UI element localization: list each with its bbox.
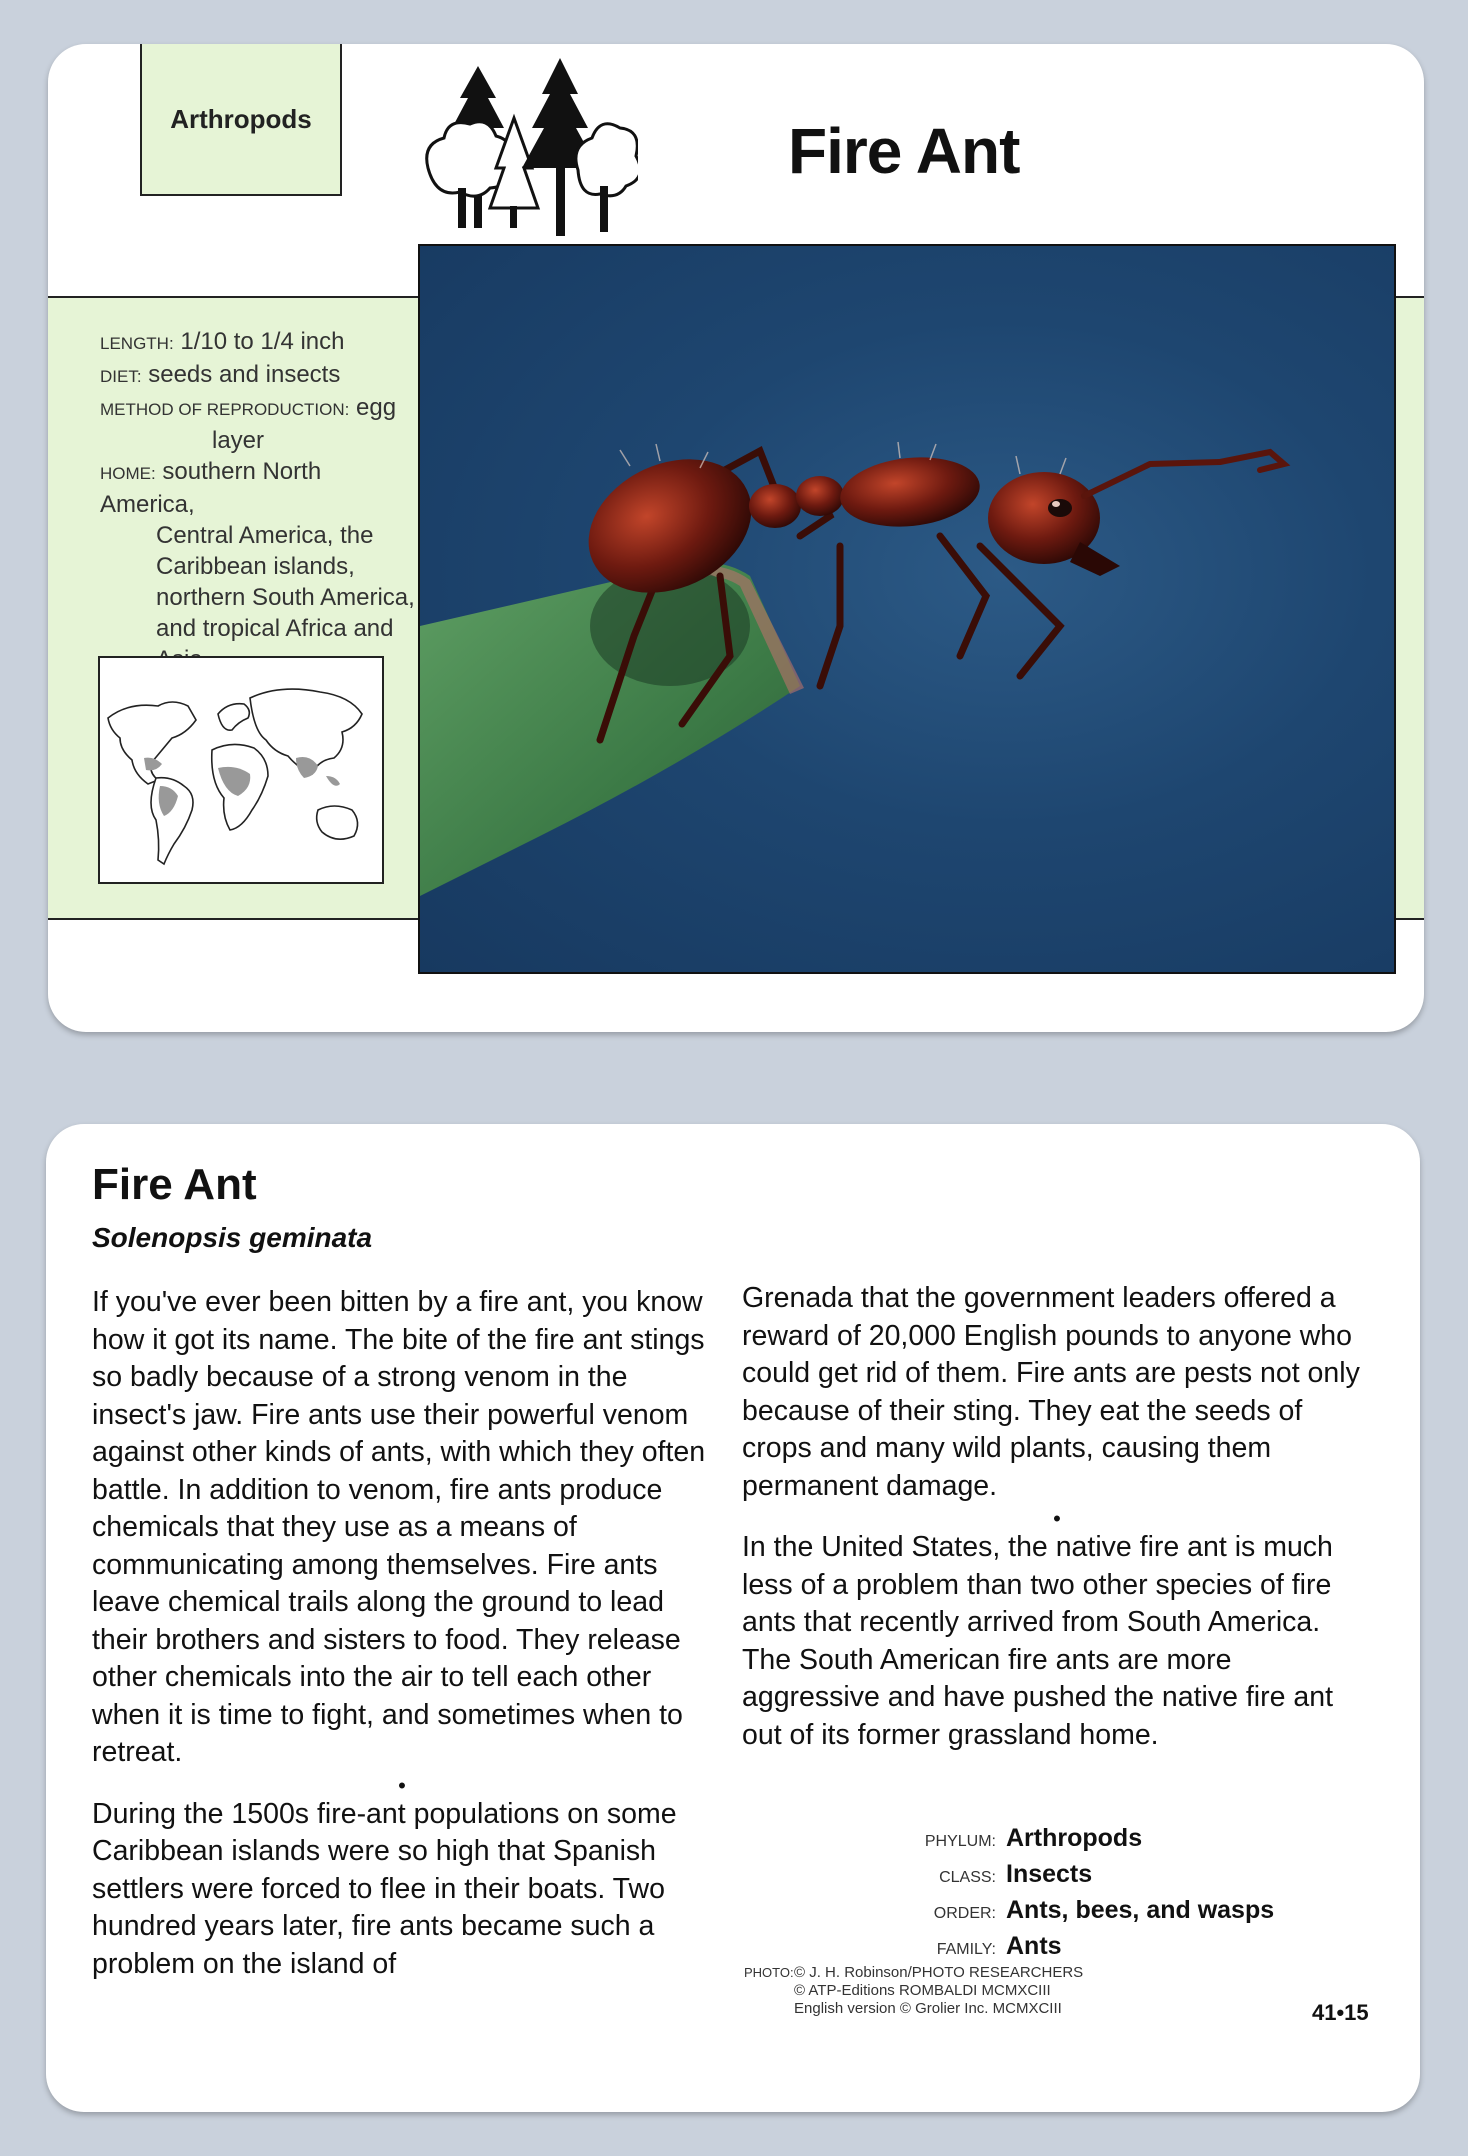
home-line: southern North America, (100, 458, 322, 518)
length-label: LENGTH: (100, 334, 174, 353)
family-label: FAMILY: (936, 1941, 996, 1958)
credit-copyright: © ATP-Editions ROMBALDI MCMXCIII (794, 1982, 1051, 1999)
diet-label: DIET: (100, 367, 142, 386)
reproduction-label: METHOD OF REPRODUCTION: (100, 400, 350, 419)
fact-list (100, 326, 420, 675)
family-value: Ants (1006, 1932, 1062, 1960)
range-map (98, 656, 384, 884)
paragraph: During the 1500s fire-ant populations on some Caribbean islands were so high that Spanish settlers were forced to flee in their boats. Two hundred years later, fire ants became such a problem on the island of (92, 1797, 677, 1980)
fact-length (100, 326, 420, 359)
front-title: Fire Ant (788, 115, 1020, 187)
credit-english: English version © Grolier Inc. MCMXCIII (794, 2000, 1062, 2017)
fire-ant-image (420, 246, 1394, 972)
length-value: 1/10 to 1/4 inch (180, 328, 345, 355)
phylum-label: PHYLUM: (924, 1833, 996, 1850)
separator-bullet: • (398, 1772, 406, 1798)
photo-credits (744, 1964, 1124, 2018)
class-label: CLASS: (939, 1869, 996, 1886)
fact-reproduction (100, 392, 420, 425)
home-line: northern South America, (156, 584, 415, 611)
taxonomy-row (916, 1858, 1336, 1894)
fire-ant-photo (418, 244, 1396, 974)
text-column-left (92, 1284, 712, 1983)
paragraph: If you've ever been bitten by a fire ant, you know how it got its name. The bite of the fire ant stings so badly because of a strong venom in the insect's jaw. Fire ants use their powerful venom against other kinds of ants, with which they often battle. In addition to venom, fire ants produce chemicals that they use as a means of communicating among themselves. Fire ants leave chemical trails along the ground to lead their brothers and sisters to food. They release other chemicals into the air to tell each other when it is time to fight, and sometimes when to retreat. (92, 1286, 706, 1768)
credit-photographer: © J. H. Robinson/PHOTO RESEARCHERS (794, 1964, 1084, 1981)
scientific-name: Solenopsis geminata (92, 1222, 373, 1253)
back-title: Fire Ant (92, 1160, 257, 1209)
home-line: and tropical Africa and (156, 615, 394, 642)
home-line: Central America, the (156, 522, 374, 549)
home-line: Caribbean islands, (156, 553, 355, 580)
fact-diet (100, 359, 420, 392)
class-value: Insects (1006, 1860, 1093, 1888)
order-value: Ants, bees, and wasps (1006, 1896, 1275, 1924)
forest-habitat-icon (418, 58, 638, 238)
reproduction-value: egg (356, 394, 397, 421)
phylum-value: Arthropods (1006, 1824, 1143, 1852)
home-label: HOME: (100, 464, 156, 483)
fact-home (100, 456, 420, 520)
paragraph: In the United States, the native fire ant is much less of a problem than two other species of fire ants that recently arrived from South America. The South American fire ants are more aggressive and have pushed the native fire ant out of its former grassland home. (742, 1531, 1333, 1751)
taxonomy-list (916, 1822, 1336, 1966)
separator-bullet: • (1053, 1506, 1061, 1531)
taxonomy-row (916, 1894, 1336, 1930)
paragraph: Grenada that the government leaders offered a reward of 20,000 English pounds to anyone who could get rid of them. Fire ants are pests not only because of their sting. They eat the seeds of crops and many wild plants, causing them permanent damage. (742, 1282, 1360, 1502)
credit-line (744, 1964, 1124, 1982)
category-label: Arthropods (140, 44, 342, 196)
world-map-icon (100, 658, 382, 882)
photo-label: PHOTO: (744, 1965, 794, 1980)
card-front (48, 44, 1424, 1032)
reproduction-value-cont: layer (212, 427, 265, 454)
taxonomy-row (916, 1930, 1336, 1966)
order-label: ORDER: (933, 1905, 996, 1922)
text-column-right (742, 1280, 1372, 1754)
card-back (46, 1124, 1420, 2112)
diet-value: seeds and insects (148, 361, 341, 388)
taxonomy-row (916, 1822, 1336, 1858)
card-number: 41•15 (1312, 2000, 1369, 2025)
